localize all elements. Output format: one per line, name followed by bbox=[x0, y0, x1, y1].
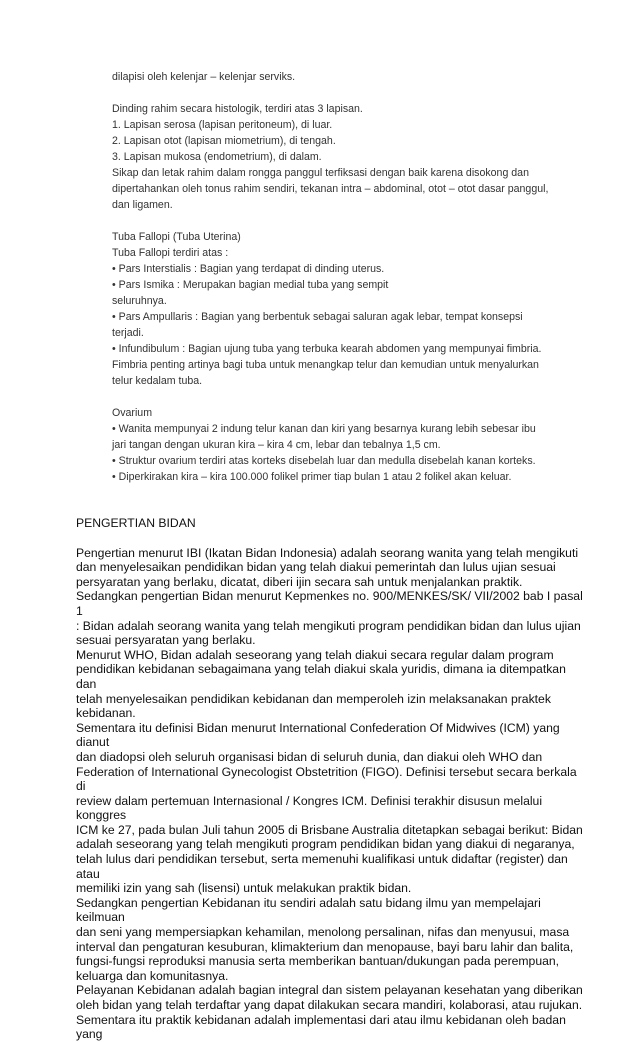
text-line: oleh bidan yang telah terdaftar yang dapat dilakukan secara mandiri, kolaborasi, atau rujukan. bbox=[76, 998, 583, 1012]
text-line: dipertahankan oleh tonus rahim sendiri, tekanan intra – abdominal, otot – otot dasar panggul, bbox=[112, 183, 549, 195]
text-line: telah lulus dari pendidikan tersebut, serta memenuhi kualifikasi untuk didaftar (register) dan atau bbox=[76, 852, 568, 881]
text-line: Sikap dan letak rahim dalam rongga panggul terfiksasi dengan baik karena disokong dan bbox=[112, 167, 529, 179]
section-heading: PENGERTIAN BIDAN bbox=[76, 516, 196, 530]
text-line: seluruhnya. bbox=[112, 295, 167, 307]
text-line: Tuba Fallopi (Tuba Uterina) bbox=[112, 231, 241, 243]
text-line: memiliki izin yang sah (lisensi) untuk melakukan praktik bidan. bbox=[76, 881, 412, 896]
text-line: • Struktur ovarium terdiri atas korteks disebelah luar dan medulla disebelah kanan korteks. bbox=[112, 455, 536, 467]
text-line: 2. Lapisan otot (lapisan miometrium), di tengah. bbox=[112, 135, 336, 147]
text-line: terjadi. bbox=[112, 327, 144, 339]
text-line: persyaratan yang berlaku, dicatat, diberi ijin secara sah untuk menjalankan praktik. bbox=[76, 574, 523, 589]
text-line: Sementara itu definisi Bidan menurut International Confederation Of Midwives (ICM) yang dianut bbox=[76, 720, 560, 750]
anatomy-section bbox=[112, 69, 582, 485]
text-line: sesuai persyaratan yang berlaku. bbox=[76, 633, 256, 648]
text-line: jari tangan dengan ukuran kira – kira 4 cm, lebar dan tebalnya 1,5 cm. bbox=[112, 439, 441, 451]
text-line: : Bidan adalah seorang wanita yang telah mengikuti program pendidikan bidan dan lulus ujian bbox=[76, 618, 581, 633]
pengertian-bidan-section bbox=[76, 516, 586, 1042]
text-line: Tuba Fallopi terdiri atas : bbox=[112, 247, 229, 259]
text-line: Fimbria penting artinya bagi tuba untuk menangkap telur dan kemudian untuk menyalurkan bbox=[112, 359, 539, 371]
text-line: Dinding rahim secara histologik, terdiri atas 3 lapisan. bbox=[112, 103, 363, 115]
text-line: dan menyelesaikan pendidikan bidan yang telah diakui pemerintah dan lulus ujian sesuai bbox=[76, 560, 556, 575]
text-line: • Diperkirakan kira – kira 100.000 folikel primer tiap bulan 1 atau 2 folikel akan keluar. bbox=[112, 471, 512, 483]
text-line: Ovarium bbox=[112, 407, 153, 419]
text-line: 3. Lapisan mukosa (endometrium), di dalam. bbox=[112, 151, 322, 163]
text-line: • Pars Interstialis : Bagian yang terdapat di dinding uterus. bbox=[112, 263, 385, 275]
bidan-body bbox=[76, 546, 586, 1042]
text-line: ICM ke 27, pada bulan Juli tahun 2005 di Brisbane Australia ditetapkan sebagai berikut: Bidan bbox=[76, 822, 583, 837]
text-line: • Wanita mempunyai 2 indung telur kanan dan kiri yang besarnya kurang lebih sebesar ibu bbox=[112, 423, 536, 435]
text-line: Federation of International Gynecologist Obstetrition (FIGO). Definisi tersebut secara berkala di bbox=[76, 764, 577, 794]
text-line: adalah seseorang yang telah mengikuti program pendidikan bidan yang diakui di negaranya, bbox=[76, 837, 575, 852]
text-line: Sementara itu praktik kebidanan adalah implementasi dari atau ilmu kebidanan oleh badan yang bbox=[76, 1012, 566, 1042]
text-line: telur kedalam tuba. bbox=[112, 375, 203, 387]
text-line: telah menyelesaikan pendidikan kebidanan dan memperoleh izin melaksanakan praktek bbox=[76, 691, 551, 706]
text-line: pendidikan kebidanan sebagaimana yang telah diakui skala yuridis, dimana ia ditempatkan dan bbox=[76, 662, 566, 691]
text-line: Pengertian menurut IBI (Ikatan Bidan Indonesia) adalah seorang wanita yang telah mengikuti bbox=[76, 545, 579, 560]
ovarium-paragraph bbox=[112, 405, 582, 485]
text-line: • Pars Ismika : Merupakan bagian medial tuba yang sempit bbox=[112, 279, 389, 291]
text-line: • Pars Ampullaris : Bagian yang berbentuk sebagai saluran agak lebar, tempat konsepsi bbox=[112, 311, 523, 323]
text-line: fungsi-fungsi reproduksi manusia serta memberikan bantuan/dukungan pada perempuan, bbox=[76, 954, 560, 969]
text-line: Pelayanan Kebidanan adalah bagian integral dan sistem pelayanan kesehatan yang diberikan bbox=[76, 983, 583, 998]
text-line: interval dan pengaturan kesuburan, klimakterium dan menopause, bayi baru lahir dan balita, bbox=[76, 939, 574, 954]
text-line: Sedangkan pengertian Bidan menurut Kepmenkes no. 900/MENKES/SK/ VII/2002 bab I pasal 1 bbox=[76, 589, 583, 618]
text-line: keluarga dan komunitasnya. bbox=[76, 968, 229, 983]
text-line: dan diadopsi oleh seluruh organisasi bidan di seluruh dunia, dan diakui oleh WHO dan bbox=[76, 749, 543, 764]
text-line: Menurut WHO, Bidan adalah seseorang yang telah diakui secara regular dalam program bbox=[76, 647, 554, 662]
text-line: • Infundibulum : Bagian ujung tuba yang terbuka kearah abdomen yang mempunyai fimbria. bbox=[112, 343, 542, 355]
text-line: review dalam pertemuan Internasional / Kongres ICM. Definisi terakhir disusun melalui konggres bbox=[76, 793, 543, 823]
text-line: dan ligamen. bbox=[112, 199, 173, 211]
text-line: Sedangkan pengertian Kebidanan itu sendiri adalah satu bidang ilmu yan mempelajari keilmuan bbox=[76, 895, 541, 925]
rahim-paragraph bbox=[112, 101, 582, 213]
text-line: kebidanan. bbox=[76, 706, 136, 721]
continuation-line: dilapisi oleh kelenjar – kelenjar serviks. bbox=[112, 71, 296, 83]
text-line: 1. Lapisan serosa (lapisan peritoneum), di luar. bbox=[112, 119, 333, 131]
text-line: dan seni yang mempersiapkan kehamilan, menolong persalinan, nifas dan menyusui, masa bbox=[76, 925, 570, 940]
tuba-paragraph bbox=[112, 229, 582, 389]
